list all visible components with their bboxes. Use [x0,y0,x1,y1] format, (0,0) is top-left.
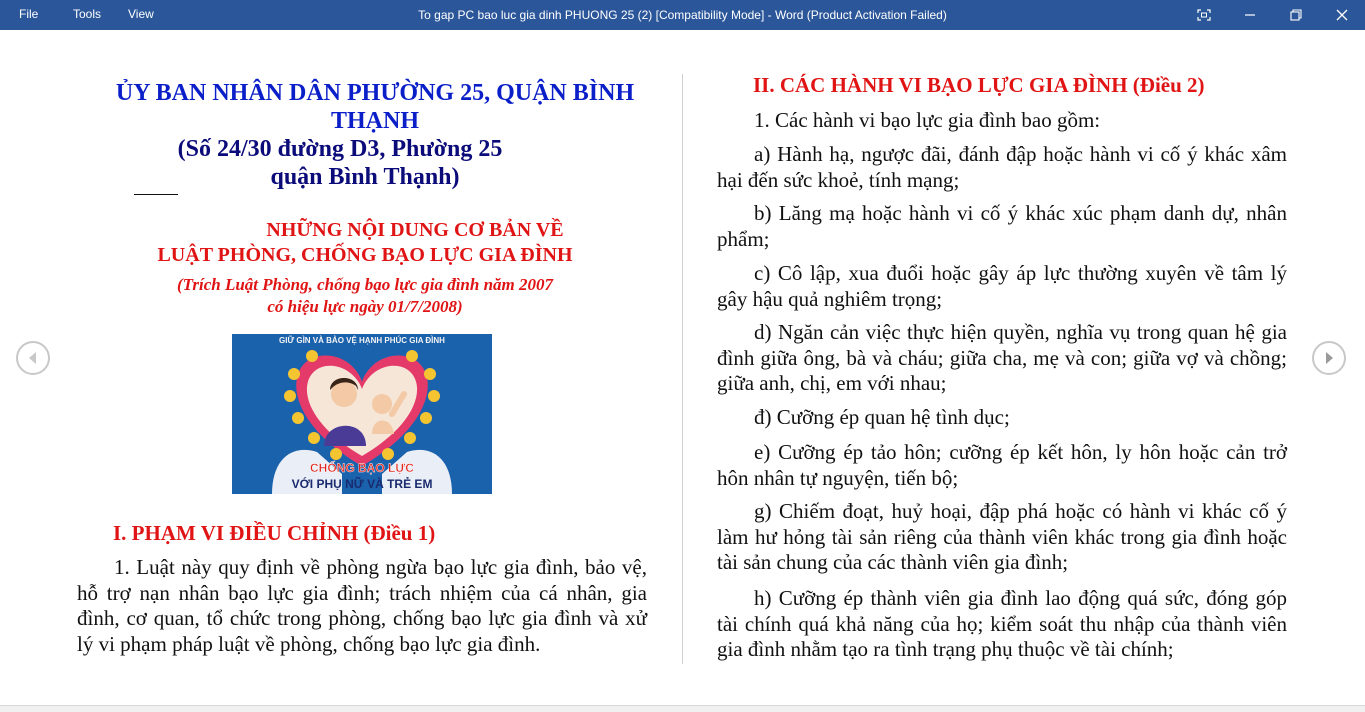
item-h: h) Cưỡng ép thành viên gia đình lao động quá sức, đóng góp tài chính quá khả năng của họ; kiểm soát thu nhập của thành viên gia đình nhằm tạo ra tình trạng phụ thuộc về tài chính; [717,586,1287,661]
focus-mode-button[interactable] [1181,0,1227,30]
next-page-button[interactable] [1312,341,1346,375]
title-bar [0,0,1365,30]
menu-file[interactable]: File [19,7,39,21]
restore-button[interactable] [1273,0,1319,30]
section-1-paragraph: 1. Luật này quy định về phòng ngừa bạo lực gia đình, bảo vệ, hỗ trợ nạn nhân bạo lực gia đình; trách nhiệm của cá nhân, gia đình, cơ quan, tổ chức trong phòng, chống bạo lực gia đình và xử lý vi phạm pháp luật về phòng, chống bạo lực gia đình. [77,555,647,656]
law-title-line-1: NHỮNG NỘI DUNG CƠ BẢN VỀ [266,219,564,241]
item-d: d) Ngăn cản việc thực hiện quyền, nghĩa vụ trong quan hệ gia đình giữa ông, bà và cháu; giữa cha, mẹ và con; giữa vợ và chồng; giữa anh, chị, em với nhau; [717,320,1287,395]
window-title: To gap PC bao luc gia dinh PHUONG 25 (2) [Compatibility Mode] - Word (Product Activation Failed) [418,8,947,22]
minimize-button[interactable] [1227,0,1273,30]
poster-bottom-text-2: VỚI PHỤ NỮ VÀ TRẺ EM [291,477,433,491]
poster-illustration [232,334,492,494]
item-a: a) Hành hạ, ngược đãi, đánh đập hoặc hành vi cố ý khác xâm hại đến sức khoẻ, tính mạng; [717,142,1287,192]
item-dd: đ) Cưỡng ép quan hệ tình dục; [754,405,1010,429]
separator-line [134,194,178,195]
address-line-2: quận Bình Thạnh) [270,164,460,190]
column-divider [682,74,683,664]
close-button[interactable] [1319,0,1365,30]
item-g: g) Chiếm đoạt, huỷ hoại, đập phá hoặc có hành vi khác cố ý làm hư hỏng tài sản riêng của thành viên khác trong gia đình hoặc tài sản chung của các thành viên gia đình; [717,499,1287,574]
law-subtitle-line-2: có hiệu lực ngày 01/7/2008) [267,297,463,316]
item-b: b) Lăng mạ hoặc hành vi cố ý khác xúc phạm danh dự, nhân phẩm; [717,201,1287,251]
menu-tools[interactable]: Tools [73,7,102,21]
menu-view[interactable]: View [128,7,154,21]
poster-top-text: GIỮ GÌN VÀ BẢO VỆ HẠNH PHÚC GIA ĐÌNH [279,336,445,345]
section-2-intro: 1. Các hành vi bạo lực gia đình bao gồm: [754,108,1101,132]
next-page-icon [1323,351,1335,365]
previous-page-icon [27,351,39,365]
item-c: c) Cô lập, xua đuổi hoặc gây áp lực thường xuyên về tâm lý gây hậu quả nghiêm trọng; [717,261,1287,311]
header-line-2: THẠNH [330,108,419,134]
law-subtitle-line-1: (Trích Luật Phòng, chống bạo lực gia đình năm 2007 [176,275,554,294]
document-page [0,30,1365,705]
law-title-line-2: LUẬT PHÒNG, CHỐNG BẠO LỰC GIA ĐÌNH [157,244,573,266]
close-icon [1336,9,1348,21]
restore-icon [1290,9,1302,21]
item-e: e) Cưỡng ép tảo hôn; cưỡng ép kết hôn, ly hôn hoặc cản trở hôn nhân tự nguyện, tiến bộ; [717,440,1287,490]
focus-mode-icon [1197,9,1211,21]
campaign-poster-image [232,334,492,494]
section-1-heading: I. PHẠM VI ĐIỀU CHỈNH (Điều 1) [113,521,436,545]
minimize-icon [1244,9,1256,21]
address-line-1: (Số 24/30 đường D3, Phường 25 [177,136,503,162]
header-line-1: ỦY BAN NHÂN DÂN PHƯỜNG 25, QUẬN BÌNH [115,80,635,106]
poster-bottom-text-1: CHỐNG BẠO LỰC [310,461,414,475]
section-2-heading: II. CÁC HÀNH VI BẠO LỰC GIA ĐÌNH (Điều 2) [753,73,1205,97]
previous-page-button[interactable] [16,341,50,375]
